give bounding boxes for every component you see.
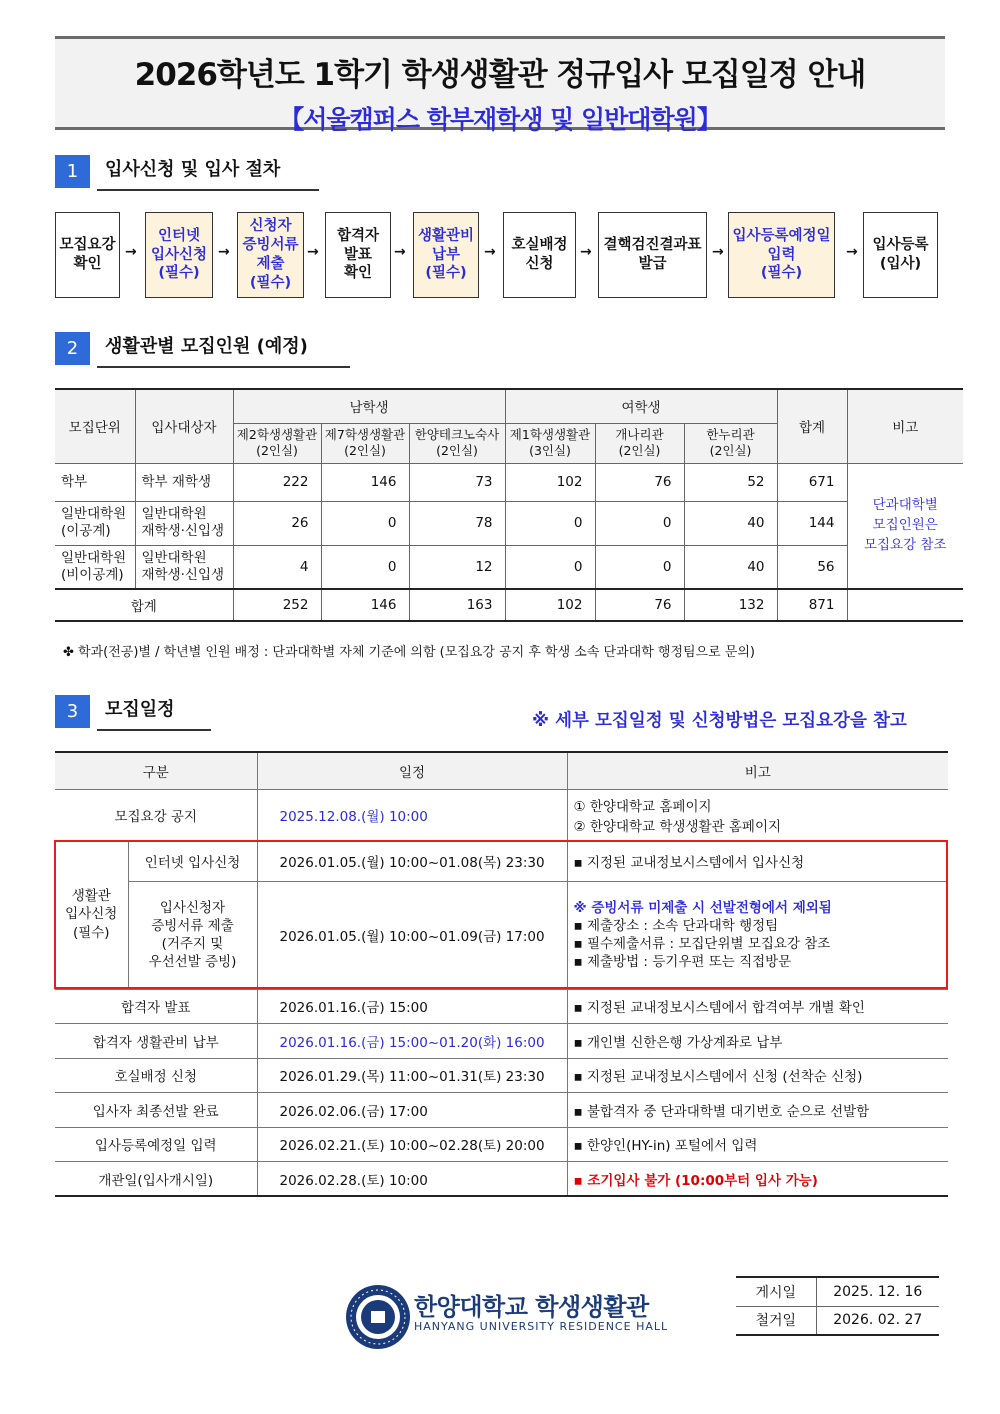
- section3-number: 3: [55, 695, 90, 728]
- group-label: [55, 840, 128, 989]
- hall-header-line: 제2학생생활관: [236, 426, 318, 442]
- hall-header-line: 한양테크노숙사: [414, 426, 500, 442]
- hall-header: [321, 423, 409, 463]
- section1-number: 1: [55, 155, 90, 188]
- value-cell: 4: [233, 545, 321, 589]
- flow-step-text: [337, 227, 379, 284]
- flow-step-text: [418, 227, 474, 284]
- flow-step-line: 호실배정: [511, 237, 568, 254]
- flow-step-text: [242, 217, 298, 292]
- row-date: 2026.01.05.(월) 10:00~01.09(금) 17:00: [257, 881, 567, 989]
- header-category: 구분: [55, 752, 257, 789]
- group-label-line: (필수): [72, 924, 110, 941]
- flow-step-text: [603, 236, 701, 274]
- section3-title: 모집일정: [97, 695, 211, 731]
- sum-total: 871: [777, 589, 847, 621]
- flow-step: [325, 212, 391, 298]
- flow-arrow-icon: →: [484, 244, 496, 260]
- target-line: 재학생·신입생: [141, 523, 225, 539]
- label-line: 입사신청자: [159, 899, 226, 916]
- flow-step-line: (필수): [158, 265, 200, 282]
- table-row: [55, 840, 948, 881]
- allocation-footnote: ✤ 학과(전공)별 / 학년별 인원 배정 : 단과대학별 자체 기준에 의함 (모집요강 공지 후 학생 소속 단과대학 행정팀으로 문의): [63, 645, 755, 660]
- target-cell: [135, 501, 233, 545]
- table-row: [55, 1127, 948, 1162]
- header-total: 합계: [777, 389, 847, 463]
- flow-step-text: [151, 227, 207, 284]
- row-label: 호실배정 신청: [55, 1058, 257, 1093]
- flow-step-line: 확인: [343, 265, 372, 282]
- flow-step-line: 입사등록예정일: [732, 227, 831, 244]
- row-date: 2026.01.05.(월) 10:00~01.08(목) 23:30: [257, 840, 567, 881]
- target-line: 일반대학원: [141, 549, 207, 566]
- flow-step-line: 입사신청: [150, 246, 208, 263]
- sum-value: 102: [505, 589, 595, 621]
- hall-header-line: (2인실): [709, 443, 752, 458]
- target-line: 일반대학원: [141, 506, 207, 523]
- value-cell: 102: [505, 463, 595, 501]
- table-row: [55, 881, 948, 989]
- flow-step-text: [872, 236, 928, 274]
- flow-step-line: 신청: [525, 256, 554, 272]
- flow-step: [145, 212, 213, 298]
- warning-note: ※ 증빙서류 미제출 시 선발전형에서 제외됨: [573, 899, 832, 916]
- page-title: 2026학년도 1학기 학생생활관 정규입사 모집일정 안내: [134, 57, 866, 93]
- sum-label: 합계: [55, 589, 233, 621]
- sum-value: 76: [595, 589, 684, 621]
- value-cell: 0: [321, 545, 409, 589]
- university-seal-icon: [344, 1283, 412, 1351]
- section2-number: 2: [55, 332, 90, 365]
- total-cell: 671: [777, 463, 847, 501]
- title-banner: [55, 36, 945, 134]
- hall-header-line: (2인실): [618, 443, 661, 458]
- row-date: 2026.02.28.(토) 10:00: [257, 1162, 567, 1197]
- flow-step: [598, 212, 707, 298]
- section1-header: [55, 155, 319, 191]
- header-target: 입사대상자: [135, 389, 233, 463]
- section1-title: 입사신청 및 입사 절차: [97, 155, 319, 191]
- page-subtitle: 【서울캠퍼스 학부재학생 및 일반대학원】: [279, 105, 721, 134]
- hall-header-line: (2인실): [344, 443, 386, 458]
- flow-step-text: [59, 236, 115, 274]
- note-line: ① 한양대학교 홈페이지: [573, 798, 712, 815]
- logo-korean: 한양대학교 학생생활관: [414, 1293, 649, 1321]
- table-row: [55, 545, 963, 589]
- total-cell: 144: [777, 501, 847, 545]
- unit-cell: [55, 545, 135, 589]
- flow-step-text: [732, 227, 830, 284]
- hall-header: [409, 423, 505, 463]
- value-cell: 52: [684, 463, 777, 501]
- flow-step-line: 입력: [767, 246, 796, 263]
- hall-header: [684, 423, 777, 463]
- row-label: 모집요강 공지: [55, 789, 257, 840]
- unit-line: 학부: [61, 473, 88, 490]
- value-cell: 73: [409, 463, 505, 501]
- flow-step: [503, 212, 576, 298]
- flow-step: [237, 212, 304, 298]
- row-label: 인터넷 입사신청: [128, 840, 257, 881]
- target-line: 학부 재학생: [141, 473, 211, 490]
- flow-step-line: 제출: [256, 256, 285, 272]
- label-line: 우선선발 증빙): [148, 954, 237, 971]
- flow-step-line: 납부: [431, 246, 460, 263]
- table-row: [55, 1058, 948, 1093]
- value-cell: 40: [684, 501, 777, 545]
- flow-step-line: 신청자: [249, 218, 292, 235]
- table-row: [55, 1024, 948, 1059]
- remove-date: 2026. 02. 27: [816, 1306, 939, 1335]
- value-cell: 40: [684, 545, 777, 589]
- flow-step-line: (필수): [425, 265, 467, 282]
- value-cell: 26: [233, 501, 321, 545]
- flow-step-line: 결핵검진결과표: [603, 237, 702, 254]
- flow-arrow-icon: →: [307, 244, 319, 260]
- hall-header-line: 한누리관: [706, 426, 755, 442]
- value-cell: 0: [595, 545, 684, 589]
- logo-english: HANYANG UNIVERSITY RESIDENCE HALL: [414, 1320, 669, 1333]
- flow-arrow-icon: →: [580, 244, 592, 260]
- flow-step-line: 합격자: [336, 227, 380, 244]
- sum-value: 146: [321, 589, 409, 621]
- row-label: 개관일(입사개시일): [55, 1162, 257, 1197]
- note-line: ② 한양대학교 학생생활관 홈페이지: [573, 818, 782, 835]
- table-row: [55, 501, 963, 545]
- unit-cell: [55, 463, 135, 501]
- hall-header: [595, 423, 684, 463]
- sum-value: 132: [684, 589, 777, 621]
- row-date: 2026.02.21.(토) 10:00~02.28(토) 20:00: [257, 1127, 567, 1162]
- flow-arrow-icon: →: [394, 244, 406, 260]
- row-date: 2026.01.16.(금) 15:00~01.20(화) 16:00: [257, 1024, 567, 1059]
- row-note: ▪ 지정된 교내정보시스템에서 합격여부 개별 확인: [567, 989, 948, 1024]
- hall-header-line: 제7학생생활관: [324, 426, 406, 442]
- value-cell: 146: [321, 463, 409, 501]
- flow-step: [863, 212, 938, 298]
- value-cell: 0: [321, 501, 409, 545]
- flow-step-line: 입사등록: [872, 237, 929, 254]
- row-note: ▪ 한양인(HY-in) 포털에서 입력: [567, 1127, 948, 1162]
- flow-step-line: 발급: [638, 256, 667, 272]
- flow-arrow-icon: →: [846, 244, 858, 260]
- flow-arrow-icon: →: [218, 244, 230, 260]
- row-label: 합격자 발표: [55, 989, 257, 1024]
- value-cell: 76: [595, 463, 684, 501]
- header-unit: 모집단위: [55, 389, 135, 463]
- row-date: 2026.01.29.(목) 11:00~01.31(토) 23:30: [257, 1058, 567, 1093]
- header-note: 비고: [847, 389, 963, 463]
- flow-step-line: 인터넷: [157, 227, 201, 244]
- remark-cell: [847, 463, 963, 589]
- row-note: ▪ 지정된 교내정보시스템에서 신청 (선착순 신청): [567, 1058, 948, 1093]
- remove-label: 철거일: [736, 1306, 816, 1335]
- table-row: [55, 1093, 948, 1128]
- note-line: ▪ 제출방법 : 등기우편 또는 직접방문: [573, 954, 792, 971]
- section2-header: [55, 332, 350, 368]
- sum-remark: [847, 589, 963, 621]
- value-cell: 0: [505, 545, 595, 589]
- header-remark: 비고: [567, 752, 948, 789]
- reference-note: ※ 세부 모집일정 및 신청방법은 모집요강을 참고: [532, 711, 907, 731]
- label-line: 증빙서류 제출: [151, 917, 234, 934]
- flow-step: [413, 212, 479, 298]
- group-label-line: 입사신청: [65, 906, 118, 923]
- row-label: 입사자 최종선발 완료: [55, 1093, 257, 1128]
- target-cell: [135, 545, 233, 589]
- unit-line: (비이공계): [61, 566, 124, 583]
- flow-step-line: 확인: [73, 256, 102, 272]
- section2-title: 생활관별 모집인원 (예정): [97, 332, 350, 368]
- hall-header-line: (3인실): [529, 443, 571, 458]
- value-cell: 0: [595, 501, 684, 545]
- table-row: [55, 789, 948, 840]
- hall-header-line: 개나리관: [615, 426, 664, 442]
- sum-value: 252: [233, 589, 321, 621]
- unit-line: (이공계): [61, 523, 111, 539]
- capacity-table: [55, 388, 963, 622]
- note-line: ▪ 제출장소 : 소속 단과대학 행정팀: [573, 917, 779, 934]
- row-label: 입사등록예정일 입력: [55, 1127, 257, 1162]
- value-cell: 222: [233, 463, 321, 501]
- row-note: [567, 881, 948, 989]
- flow-step-line: (필수): [249, 274, 292, 291]
- schedule-table: [55, 751, 948, 1197]
- note-line: ▪ 필수제출서류 : 모집단위별 모집요강 참조: [573, 936, 831, 952]
- hall-header: [505, 423, 595, 463]
- flow-step-line: (입사): [879, 256, 922, 272]
- hall-header-line: (2인실): [256, 443, 298, 458]
- value-cell: 12: [409, 545, 505, 589]
- header-schedule: 일정: [257, 752, 567, 789]
- unit-line: 일반대학원: [61, 506, 127, 523]
- section3-header: [55, 695, 211, 731]
- header-male: 남학생: [233, 389, 505, 423]
- table-row: [55, 989, 948, 1024]
- flow-step-line: 모집요강: [59, 237, 116, 254]
- row-note: ▪ 불합격자 중 단과대학별 대기번호 순으로 선발함: [567, 1093, 948, 1128]
- posting-dates-table: [736, 1276, 939, 1336]
- total-cell: 56: [777, 545, 847, 589]
- row-date: 2025.12.08.(월) 10:00: [257, 789, 567, 840]
- unit-line: 일반대학원: [61, 549, 127, 566]
- hall-header: [233, 423, 321, 463]
- label-line: (거주지 및: [161, 936, 224, 952]
- sum-value: 163: [409, 589, 505, 621]
- header-female: 여학생: [505, 389, 777, 423]
- hall-header-line: (2인실): [436, 443, 478, 458]
- flow-step: [55, 212, 120, 298]
- sum-row: [55, 589, 963, 621]
- value-cell: 78: [409, 501, 505, 545]
- unit-cell: [55, 501, 135, 545]
- flow-arrow-icon: →: [125, 244, 137, 260]
- row-label: 합격자 생활관비 납부: [55, 1024, 257, 1059]
- target-cell: [135, 463, 233, 501]
- flow-arrow-icon: →: [712, 244, 724, 260]
- post-date: 2025. 12. 16: [816, 1277, 939, 1306]
- flow-step-text: [511, 236, 567, 274]
- remark-line: 단과대학별: [872, 497, 938, 514]
- post-label: 게시일: [736, 1277, 816, 1306]
- row-note: ▪ 조기입사 불가 (10:00부터 입사 가능): [567, 1162, 948, 1197]
- flow-step-line: 생활관비: [417, 227, 475, 244]
- group-label-line: 생활관: [71, 888, 111, 905]
- flow-step-line: 발표: [343, 246, 372, 263]
- value-cell: 0: [505, 501, 595, 545]
- row-note: ▪ 개인별 신한은행 가상계좌로 납부: [567, 1024, 948, 1059]
- row-date: 2026.02.06.(금) 17:00: [257, 1093, 567, 1128]
- remark-line: 모집인원은: [872, 516, 938, 533]
- table-row: [55, 1162, 948, 1197]
- row-date: 2026.01.16.(금) 15:00: [257, 989, 567, 1024]
- target-line: 재학생·신입생: [141, 566, 225, 583]
- row-note: [567, 789, 948, 840]
- table-row: [55, 463, 963, 501]
- remark-line: 모집요강 참조: [863, 536, 947, 553]
- row-note: ▪ 지정된 교내정보시스템에서 입사신청: [567, 840, 948, 881]
- hall-header-line: 제1학생생활관: [509, 426, 591, 442]
- flow-step-line: (필수): [760, 265, 803, 282]
- flow-step: [728, 212, 835, 298]
- flow-step-line: 증빙서류: [242, 237, 299, 254]
- row-label: [128, 881, 257, 989]
